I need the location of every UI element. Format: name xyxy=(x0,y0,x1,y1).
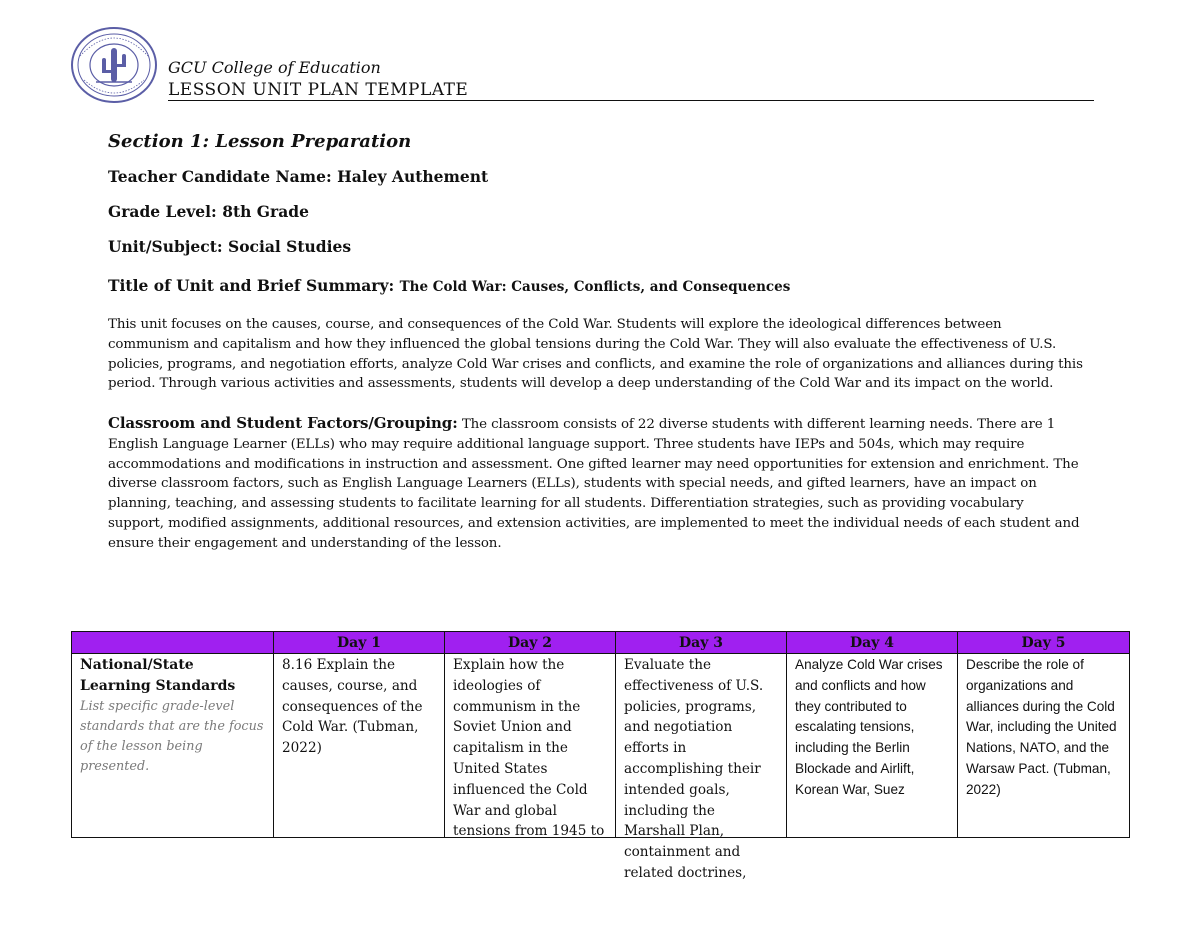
unit-title-value: The Cold War: Causes, Conflicts, and Consequences xyxy=(399,279,791,295)
unit-subject-label: Unit/Subject: xyxy=(108,237,223,256)
grade-level-field xyxy=(108,202,309,221)
header-day-1: Day 1 xyxy=(274,632,445,654)
teacher-name-field xyxy=(108,167,488,186)
day-4-standard-cell xyxy=(787,654,958,838)
grade-level-label: Grade Level: xyxy=(108,202,217,221)
day-3-standard: Evaluate the effectiveness of U.S. policies, programs, and negotiation efforts in accomplishing their intended goals, including the Marshall Plan, containment and related doctrines, xyxy=(624,657,764,881)
unit-subject-value: Social Studies xyxy=(228,237,352,256)
header-day-3: Day 3 xyxy=(616,632,787,654)
unit-title-field xyxy=(108,276,790,295)
template-title: LESSON UNIT PLAN TEMPLATE xyxy=(168,80,1094,101)
classroom-factors-text: The classroom consists of 22 diverse students with different learning needs. There are 1 English Language Learner (ELLs) who may require additional language support. Three students have IEPs and 504s, which may require accommodations and modifications in instruction and assessment. One gifted learner may need opportunities for extension and enrichment. The diverse classroom factors, such as English Language Learners (ELLs), students with special needs, and gifted learners, have an impact on planning, teaching, and assessing students to facilitate learning for all students. Differentiation strategies, such as providing vocabulary support, modified assignments, additional resources, and extension activities, are implemented to meet the individual needs of each student and ensure their engagement and understanding of the lesson. xyxy=(108,417,1080,551)
table-header-row xyxy=(72,632,1130,654)
teacher-name-value: Haley Authement xyxy=(337,167,489,186)
grade-level-value: 8th Grade xyxy=(222,202,309,221)
university-seal-logo xyxy=(70,26,158,104)
day-4-standard: Analyze Cold War crises and conflicts and how they contributed to escalating tensions, including the Berlin Blockade and Airlift, Korean War, Suez xyxy=(795,657,943,797)
standards-row-note: List specific grade-level standards that are the focus of the lesson being presented. xyxy=(80,698,264,774)
header-blank xyxy=(72,632,274,654)
day-3-standard-cell xyxy=(616,654,787,881)
standards-row-title: National/State Learning Standards xyxy=(80,657,236,694)
lesson-plan-table xyxy=(71,631,1130,881)
teacher-name-label: Teacher Candidate Name: xyxy=(108,167,332,186)
section-heading: Section 1: Lesson Preparation xyxy=(108,131,412,152)
unit-summary: This unit focuses on the causes, course, and consequences of the Cold War. Students will explore the ideological differences between communism and capitalism and how they influenced the global tensions during the Cold War. They will also evaluate the effectiveness of U.S. policies, programs, and negotiation efforts, analyze Cold War crises and conflicts, and examine the role of organizations and alliances during this period. Through various activities and assessments, students will develop a deep understanding of the Cold War and its impact on the world. xyxy=(108,317,1083,392)
college-name: GCU College of Education xyxy=(168,58,381,77)
unit-title-label: Title of Unit and Brief Summary: xyxy=(108,276,395,295)
standards-label-cell xyxy=(72,654,274,838)
header-day-4: Day 4 xyxy=(787,632,958,654)
day-2-standard-cell xyxy=(445,654,616,838)
classroom-factors xyxy=(108,414,1083,554)
header-day-2: Day 2 xyxy=(445,632,616,654)
classroom-factors-label: Classroom and Student Factors/Grouping: xyxy=(108,414,458,432)
table-row xyxy=(72,654,1130,838)
day-5-standard-cell xyxy=(958,654,1130,838)
day-1-standard: 8.16 Explain the causes, course, and consequences of the Cold War. (Tubman, 2022) xyxy=(282,657,423,757)
unit-subject-field xyxy=(108,237,351,256)
day-1-standard-cell xyxy=(274,654,445,838)
day-5-standard: Describe the role of organizations and alliances during the Cold War, including the United Nations, NATO, and the Warsaw Pact. (Tubman, 2022) xyxy=(966,657,1117,797)
header-day-5: Day 5 xyxy=(958,632,1130,654)
day-2-standard: Explain how the ideologies of communism in the Soviet Union and capitalism in the United States influenced the Cold War and global tensions from 1945 to xyxy=(453,657,605,840)
